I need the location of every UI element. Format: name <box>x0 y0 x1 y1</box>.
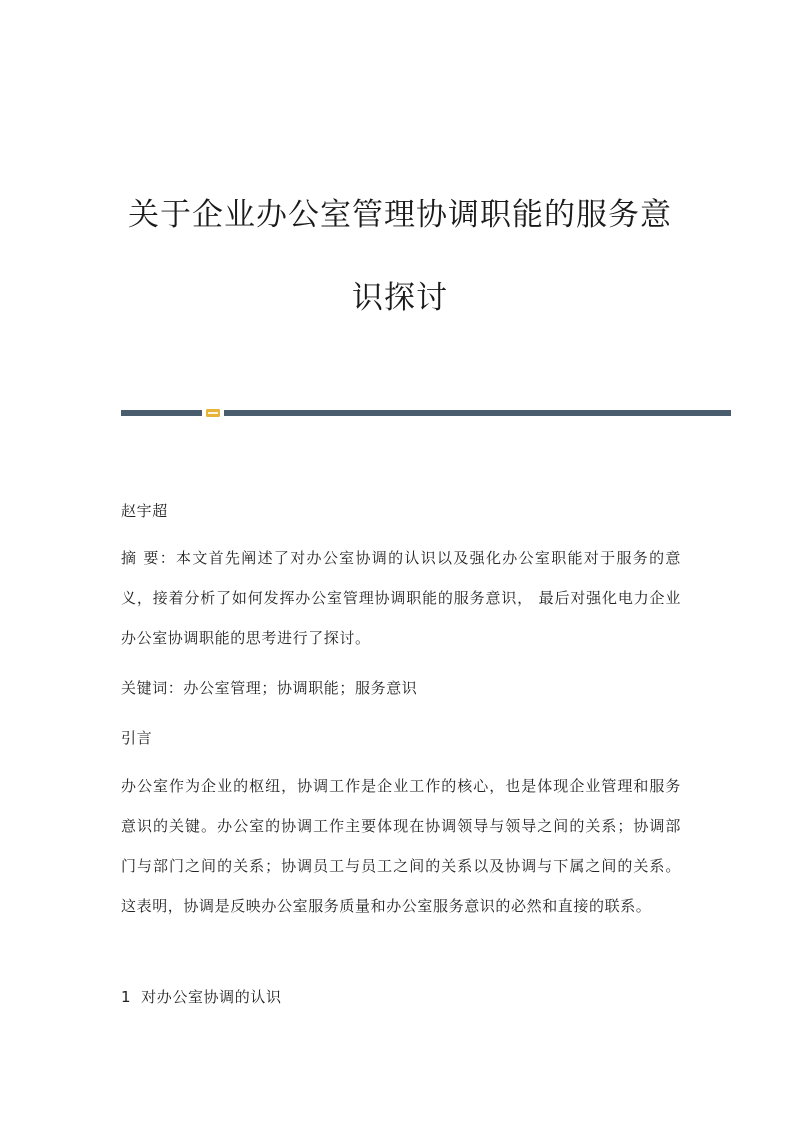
title-divider <box>121 409 731 417</box>
abstract-text: 本文首先阐述了对办公室协调的认识以及强化办公室职能对于服务的意义，接着分析了如何发挥办公室管理协调职能的服务意识， 最后对强化电力企业办公室协调职能的思考进行了探讨。 <box>121 549 682 647</box>
keywords-text: 办公室管理；协调职能；服务意识 <box>183 679 418 697</box>
section-1-heading <box>121 977 681 1017</box>
keywords-label: 关键词： <box>121 679 184 697</box>
divider-bar-right <box>224 410 731 416</box>
title-line-1: 关于企业办公室管理协调职能的服务意 <box>128 197 672 233</box>
keywords <box>121 668 681 708</box>
intro-paragraph: 办公室作为企业的枢纽，协调工作是企业工作的核心，也是体现企业管理和服务意识的关键。办公室的协调工作主要体现在协调领导与领导之间的关系；协调部门与部门之间的关系；协调员工与员工之间的关系以及协调与下属之间的关系。这表明，协调是反映办公室服务质量和办公室服务意识的必然和直接的联系。 <box>121 777 681 915</box>
intro-heading: 引言 <box>121 729 153 747</box>
divider-ornament-icon <box>206 409 220 417</box>
section-1-title: 对办公室协调的认识 <box>141 988 282 1006</box>
section-1-number: 1 <box>121 988 132 1006</box>
abstract <box>121 538 681 658</box>
title-line-2: 识探讨 <box>352 280 448 316</box>
divider-bar-left <box>121 410 202 416</box>
abstract-label: 摘 要： <box>121 549 177 567</box>
author-name: 赵宇超 <box>121 502 168 520</box>
